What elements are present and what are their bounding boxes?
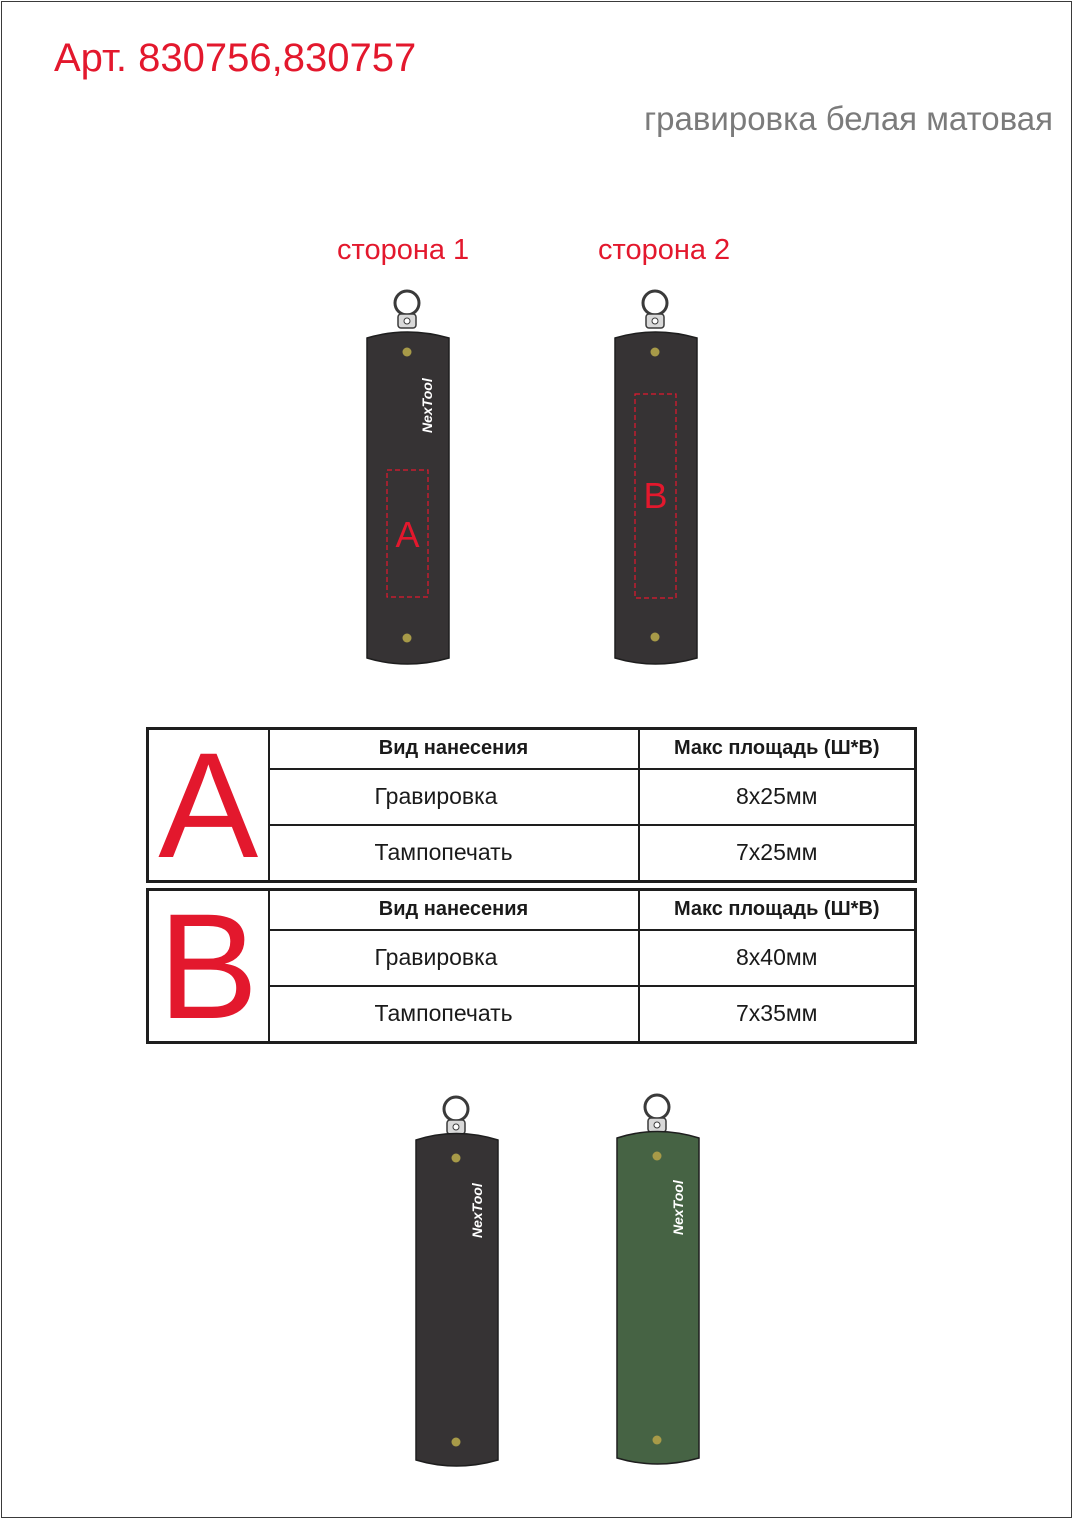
brand-logo: NexTool	[670, 1180, 686, 1235]
bottom-rivet-icon	[452, 1438, 461, 1447]
table-b-area-1: 8х40мм	[639, 930, 916, 986]
spec-table-b	[146, 882, 917, 1050]
sheath-illustration-green	[615, 1093, 701, 1468]
sheath-illustration-side-1	[365, 290, 451, 665]
spec-table-a	[146, 721, 917, 889]
brand-logo: NexTool	[419, 378, 435, 433]
top-rivet-icon	[651, 348, 660, 357]
sheath-illustration-black	[414, 1095, 500, 1470]
side-2-label: сторона 2	[598, 234, 731, 266]
zone-b-marker: B	[643, 475, 668, 516]
key-ring-icon	[395, 291, 419, 315]
key-ring-icon	[643, 291, 667, 315]
product-variant-green	[615, 1093, 701, 1468]
bottom-rivet-icon	[653, 1436, 662, 1445]
top-rivet-icon	[452, 1154, 461, 1163]
top-rivet-icon	[403, 348, 412, 357]
product-variant-black	[414, 1095, 500, 1470]
zone-a-marker: A	[395, 514, 420, 555]
table-a-zone-letter: A	[148, 729, 269, 882]
table-b-header-method: Вид нанесения	[269, 890, 639, 930]
top-rivet-icon	[653, 1152, 662, 1161]
table-b-header-area: Макс площадь (Ш*В)	[639, 890, 916, 930]
table-a-header-method: Вид нанесения	[269, 729, 639, 769]
bottom-rivet-icon	[651, 633, 660, 642]
brand-logo: NexTool	[469, 1183, 485, 1238]
table-a-header-area: Макс площадь (Ш*В)	[639, 729, 916, 769]
table-b-method-2: Тампопечать	[269, 986, 639, 1043]
table-b-zone-letter: B	[148, 890, 269, 1043]
sheath-body	[617, 1132, 699, 1465]
bottom-rivet-icon	[403, 634, 412, 643]
product-side-1	[365, 290, 451, 665]
article-title: Арт. 830756,830757	[54, 36, 417, 80]
sheath-body	[416, 1134, 498, 1467]
finish-subtitle: гравировка белая матовая	[644, 100, 1053, 137]
side-1-label: сторона 1	[337, 234, 470, 266]
table-a-method-2: Тампопечать	[269, 825, 639, 882]
table-b-method-1: Гравировка	[269, 930, 639, 986]
table-a-method-1: Гравировка	[269, 769, 639, 825]
table-a-area-2: 7х25мм	[639, 825, 916, 882]
key-ring-icon	[444, 1097, 468, 1121]
key-ring-icon	[645, 1095, 669, 1119]
table-b-area-2: 7х35мм	[639, 986, 916, 1043]
table-a-area-1: 8х25мм	[639, 769, 916, 825]
sheath-body	[367, 332, 449, 664]
